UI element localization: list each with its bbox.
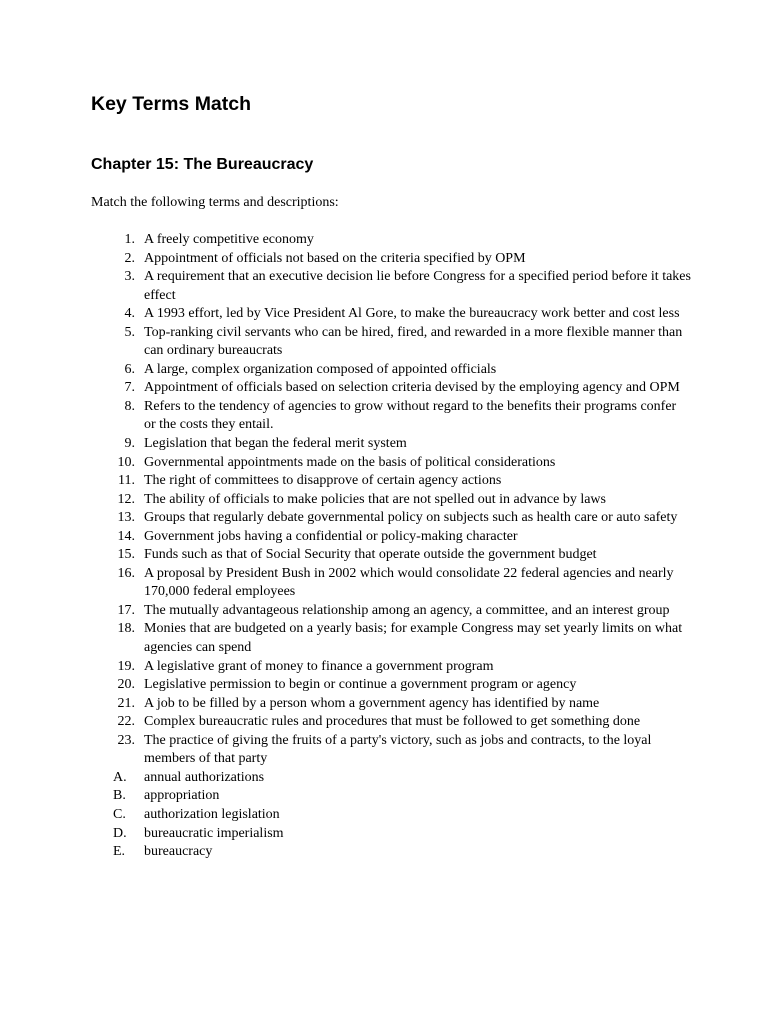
item-text: A 1993 effort, led by Vice President Al Gore, to make the bureaucracy work better and cost less xyxy=(144,306,680,322)
item-marker: 18. xyxy=(117,621,135,637)
item-marker: 1. xyxy=(124,232,135,247)
item-marker: 2. xyxy=(124,250,135,266)
item-text: bureaucracy xyxy=(144,844,213,860)
item-text: Monies that are budgeted on a yearly basis; for example Congress may set yearly limits on what agencies can spend xyxy=(144,621,683,656)
item-text: bureaucratic imperialism xyxy=(144,825,284,841)
page-title: Key Terms Match xyxy=(91,93,252,115)
description-item xyxy=(91,268,691,305)
description-item xyxy=(91,379,691,398)
item-marker: 17. xyxy=(117,602,135,618)
term-item xyxy=(91,843,691,862)
item-text: Appointment of officials not based on the criteria specified by OPM xyxy=(144,250,526,266)
item-marker: 9. xyxy=(124,436,135,452)
item-text: Legislation that began the federal merit system xyxy=(144,436,407,452)
description-item xyxy=(91,732,691,769)
description-item xyxy=(91,324,691,361)
description-item xyxy=(91,602,691,621)
description-item xyxy=(91,472,691,491)
item-text: A freely competitive economy xyxy=(144,232,314,247)
item-marker: 6. xyxy=(124,361,135,377)
item-marker: 23. xyxy=(117,732,135,748)
term-item xyxy=(91,825,691,844)
description-item xyxy=(91,435,691,454)
item-text: annual authorizations xyxy=(144,769,265,785)
item-text: A job to be filled by a person whom a government agency has identified by name xyxy=(144,695,600,711)
chapter-heading: Chapter 15: The Bureaucracy xyxy=(91,156,314,173)
item-marker: 22. xyxy=(117,714,135,730)
item-text: authorization legislation xyxy=(144,806,280,822)
item-text: Funds such as that of Social Security that operate outside the government budget xyxy=(144,547,597,563)
item-marker: E. xyxy=(113,844,126,860)
description-item xyxy=(91,454,691,473)
item-marker: C. xyxy=(113,806,126,822)
description-item xyxy=(91,658,691,677)
description-item xyxy=(91,676,691,695)
description-item xyxy=(91,250,691,269)
description-item xyxy=(91,305,691,324)
item-text: A legislative grant of money to finance a government program xyxy=(144,658,494,674)
item-marker: 3. xyxy=(124,269,135,285)
item-text: appropriation xyxy=(144,788,220,804)
item-marker: 11. xyxy=(118,473,135,489)
item-text: The mutually advantageous relationship among an agency, a committee, and an interest group xyxy=(144,602,670,618)
item-marker: 20. xyxy=(117,677,135,693)
item-marker: 21. xyxy=(117,695,135,711)
item-text: The ability of officials to make policies that are not spelled out in advance by laws xyxy=(144,491,606,507)
item-marker: 12. xyxy=(117,491,135,507)
description-item xyxy=(91,491,691,510)
item-marker: 8. xyxy=(124,398,135,414)
description-item xyxy=(91,713,691,732)
item-marker: 10. xyxy=(117,454,135,470)
item-marker: 15. xyxy=(117,547,135,563)
item-marker: 5. xyxy=(124,324,135,340)
description-item xyxy=(91,398,691,435)
item-text: Top-ranking civil servants who can be hired, fired, and rewarded in a more flexible manner than can ordinary bureaucrats xyxy=(144,324,683,359)
item-marker: B. xyxy=(113,788,126,804)
match-list xyxy=(91,231,691,862)
item-text: Groups that regularly debate governmental policy on subjects such as health care or auto safety xyxy=(144,510,678,526)
item-marker: D. xyxy=(113,825,127,841)
description-item xyxy=(91,565,691,602)
item-marker: 14. xyxy=(117,528,135,544)
item-text: Refers to the tendency of agencies to grow without regard to the benefits their programs confer or the costs they entail. xyxy=(144,398,677,433)
item-text: Governmental appointments made on the basis of political considerations xyxy=(144,454,556,470)
term-item xyxy=(91,787,691,806)
item-text: Complex bureaucratic rules and procedures that must be followed to get something done xyxy=(144,714,641,730)
term-item xyxy=(91,806,691,825)
item-text: Government jobs having a confidential or policy-making character xyxy=(144,528,518,544)
item-text: The right of committees to disapprove of certain agency actions xyxy=(144,473,502,489)
item-marker: 7. xyxy=(124,380,135,396)
description-item xyxy=(91,695,691,714)
item-text: Appointment of officials based on selection criteria devised by the employing agency and OPM xyxy=(144,380,680,396)
item-text: A requirement that an executive decision lie before Congress for a specified period before it takes effect xyxy=(144,269,691,303)
item-marker: A. xyxy=(113,769,127,785)
item-marker: 16. xyxy=(117,565,135,581)
item-text: A large, complex organization composed of appointed officials xyxy=(144,361,497,377)
item-marker: 4. xyxy=(124,306,135,322)
item-text: The practice of giving the fruits of a party's victory, such as jobs and contracts, to the loyal members of that party xyxy=(144,732,652,767)
description-item xyxy=(91,509,691,528)
description-item xyxy=(91,361,691,380)
item-marker: 19. xyxy=(117,658,135,674)
term-item xyxy=(91,769,691,788)
item-text: A proposal by President Bush in 2002 which would consolidate 22 federal agencies and nearly 170,000 federal employees xyxy=(144,565,674,600)
item-text: Legislative permission to begin or continue a government program or agency xyxy=(144,677,577,693)
description-item xyxy=(91,528,691,547)
description-item xyxy=(91,620,691,657)
item-marker: 13. xyxy=(117,510,135,526)
description-item xyxy=(91,546,691,565)
instructions-text: Match the following terms and descriptions: xyxy=(91,195,339,210)
description-item xyxy=(91,231,691,250)
